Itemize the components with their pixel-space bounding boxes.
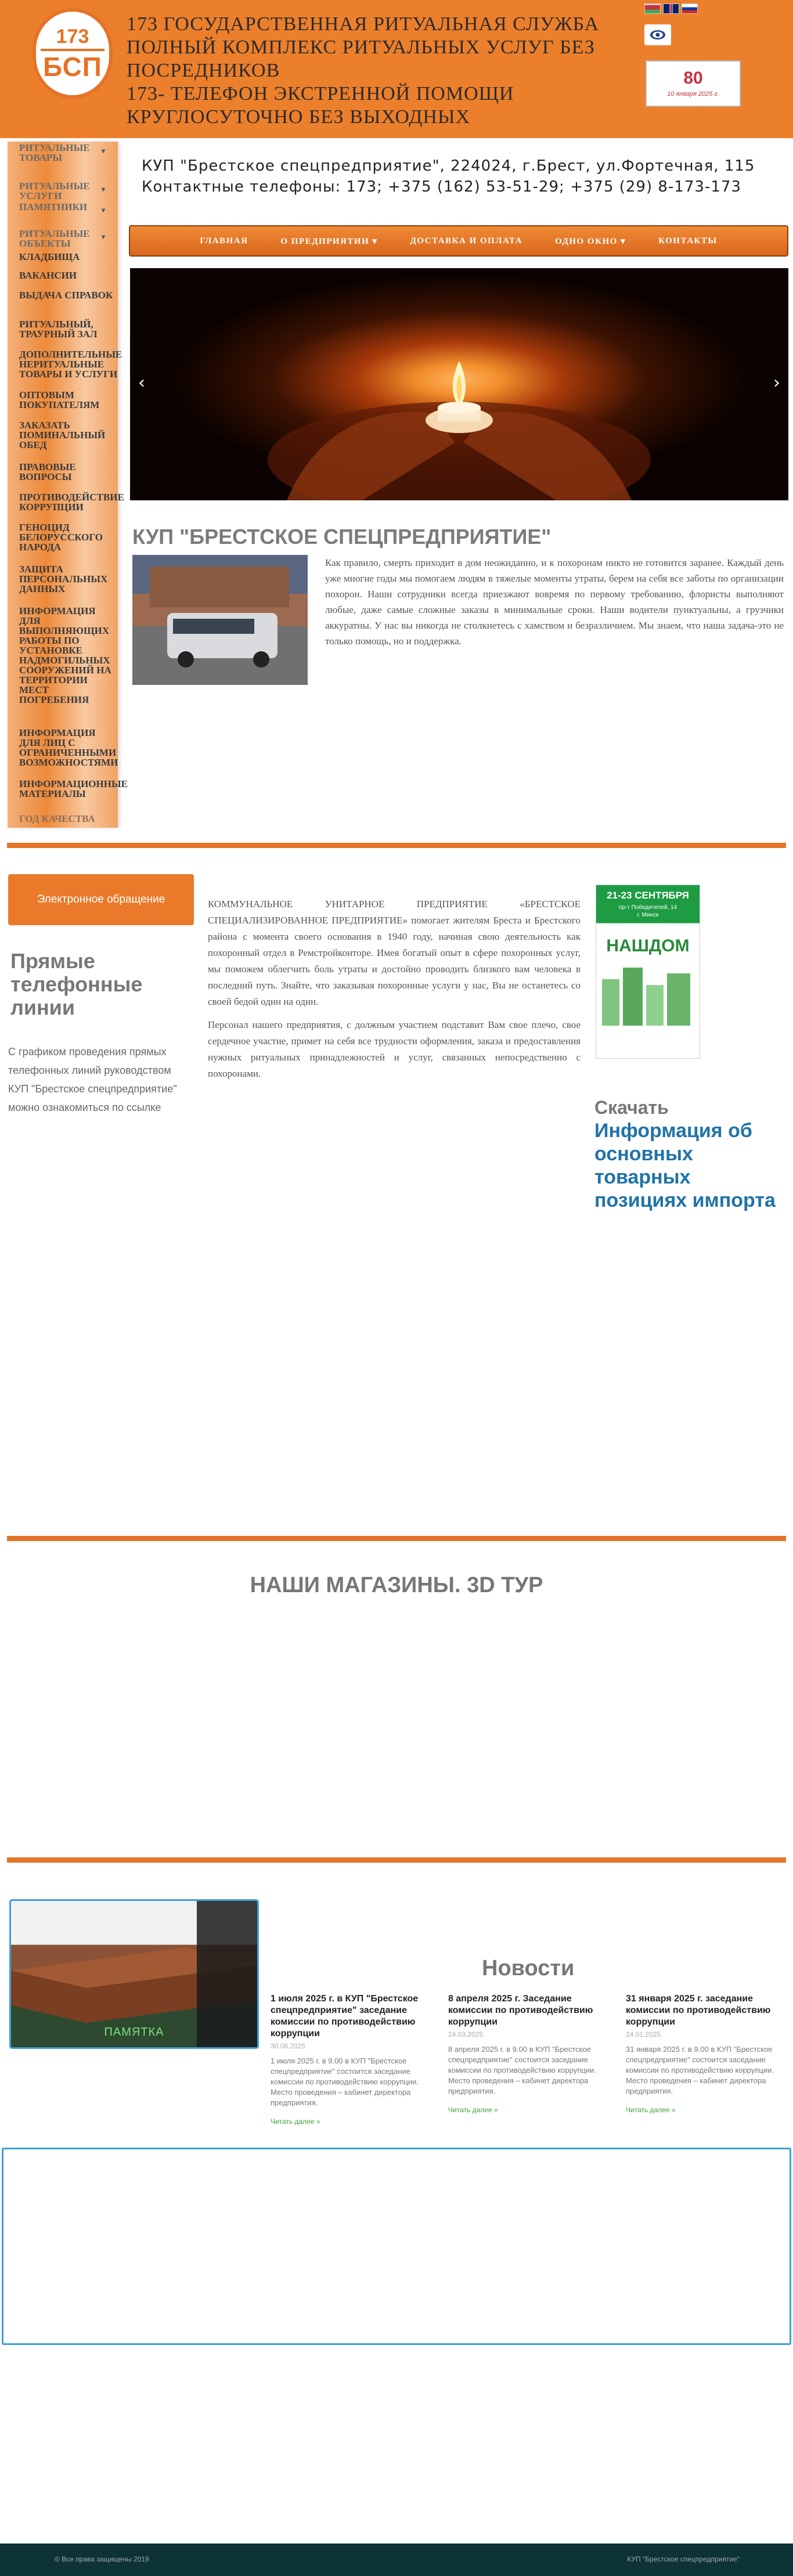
nashdom-address: пр-т Победителей, 14 г. Минск bbox=[618, 904, 677, 918]
sidebar-item-label: ВАКАНСИИ bbox=[19, 270, 77, 281]
sidebar-item-label: ИНФОРМАЦИОННЫЕ МАТЕРИАЛЫ bbox=[19, 778, 128, 799]
chevron-down-icon: ▾ bbox=[101, 185, 105, 193]
contact-phones: Контактные телефоны: 173; +375 (162) 53-51-29; +375 (29) 8-173-173 bbox=[142, 178, 741, 196]
sidebar-item-wholesale[interactable] bbox=[19, 390, 118, 410]
hero-slider bbox=[130, 268, 788, 500]
caret-down-icon: ▾ bbox=[372, 236, 378, 246]
sidebar-item-label: РИТУАЛЬНЫЙ, ТРАУРНЫЙ ЗАЛ bbox=[19, 319, 98, 340]
nav-one-window-label: ОДНО ОКНО bbox=[555, 236, 618, 246]
nav-contacts[interactable]: КОНТАКТЫ bbox=[658, 236, 718, 246]
hearse-image bbox=[132, 555, 308, 685]
sidebar-item-label: ОПТОВЫМ ПОКУПАТЕЛЯМ bbox=[19, 389, 100, 410]
sidebar-item-label: ГЕНОЦИД БЕЛОРУССКОГО НАРОДА bbox=[19, 522, 103, 553]
flag-by-icon[interactable] bbox=[644, 3, 661, 14]
sidebar-item-anti-corruption[interactable] bbox=[19, 492, 124, 513]
contact-address: КУП "Брестское спецпредприятие", 224024, г.Брест, ул.Фортечная, 115 bbox=[142, 157, 755, 175]
news-item-excerpt: 31 января 2025 г. в 9.00 в КУП "Брестское спецпредприятие" состоится заседание комиссии по противодействию коррупции. Место проведения – кабинет директора предприятия. bbox=[626, 2045, 774, 2095]
memo-banner[interactable] bbox=[9, 1899, 259, 2049]
eye-icon bbox=[650, 30, 666, 40]
sidebar-item-info-materials[interactable] bbox=[19, 778, 128, 799]
banner-number: 80 bbox=[683, 68, 703, 88]
company-description bbox=[208, 896, 581, 1089]
news-item-excerpt: 8 апреля 2025 г. в 9.00 в КУП "Брестское спецпредприятие" состоится заседание комиссии по противодействию коррупции. Место проведения – кабинет директора предприятия. bbox=[448, 2045, 596, 2095]
sidebar-item-gravestone-info[interactable] bbox=[19, 606, 118, 705]
language-switcher bbox=[644, 3, 698, 14]
nav-about-label: О ПРЕДПРИЯТИИ bbox=[280, 236, 370, 246]
news-item-title[interactable]: 31 января 2025 г. заседание комиссии по противодействию коррупции bbox=[626, 1994, 771, 2027]
sidebar-item-label: ВЫДАЧА СПРАВОК bbox=[19, 290, 113, 301]
sidebar-item-label: ПРОТИВОДЕЙСТВИЕ КОРРУПЦИИ bbox=[19, 492, 124, 513]
header-line-3: 173- ТЕЛЕФОН ЭКСТРЕННОЙ ПОМОЩИ КРУГЛОСУТОЧНО БЕЗ ВЫХОДНЫХ bbox=[127, 83, 514, 128]
logo-number: 173 bbox=[56, 26, 89, 48]
chevron-down-icon: ▾ bbox=[101, 206, 105, 214]
section-divider bbox=[7, 1857, 786, 1863]
footer-company: КУП "Брестское спецпредприятие" bbox=[627, 2555, 740, 2563]
description-paragraph: КОММУНАЛЬНОЕ УНИТАРНОЕ ПРЕДПРИЯТИЕ «БРЕСТСКОЕ СПЕЦИАЛИЗИРОВАННОЕ ПРЕДПРИЯТИЕ» помогает жителям Бреста и Брестского района с момента своего основания в 1940 году, начиная свою деятельность как похоронный отдел в Ремстройконторе. Имея богатый опыт в сфере похоронных услуг, мы поможем облегчить боль утраты и достойно проводить близкого вам человека в последний путь. Знайте, что заказывая похоронные услуги у нас, Вы не останетесь со своей бедой один на один. bbox=[208, 899, 581, 1007]
sidebar-item-label: ДОПОЛНИТЕЛЬНЫЕ НЕРИТУАЛЬНЫЕ ТОВАРЫ И УСЛУГИ bbox=[19, 349, 122, 380]
news-item bbox=[271, 1993, 439, 2126]
header-line-1: 173 ГОСУДАРСТВЕННАЯ РИТУАЛЬНАЯ СЛУЖБА bbox=[127, 13, 600, 35]
nashdom-date: 21-23 СЕНТЯБРЯ bbox=[607, 890, 689, 901]
buildings-icon bbox=[596, 956, 700, 1026]
sidebar-menu bbox=[8, 142, 128, 828]
sidebar-item-ritual-goods[interactable] bbox=[19, 143, 118, 163]
accessibility-button[interactable] bbox=[644, 24, 671, 45]
news-item bbox=[626, 1993, 786, 2114]
nav-home[interactable]: ГЛАВНАЯ bbox=[200, 236, 248, 246]
nav-about[interactable] bbox=[280, 236, 377, 247]
hotlines-title: Прямые телефонные линии bbox=[10, 949, 143, 1019]
news-item-date: 30.06.2025 bbox=[271, 2042, 306, 2050]
sidebar-item-certificates[interactable] bbox=[19, 290, 118, 300]
sidebar-item-label: ЗАЩИТА ПЕРСОНАЛЬНЫХ ДАННЫХ bbox=[19, 564, 108, 594]
read-more-link[interactable]: Читать далее » bbox=[448, 2106, 498, 2114]
news-item-title[interactable]: 1 июля 2025 г. в КУП "Брестское спецпредприятие" заседание комиссии по противодействию коррупции bbox=[271, 1994, 419, 2039]
logo-letters: БСП bbox=[43, 52, 102, 82]
sidebar-item-vacancies[interactable] bbox=[19, 270, 118, 280]
about-text: Как правило, смерть приходит в дом неожиданно, и к похоронам никто не готовится заранее. Каждый день уже многие годы мы помогаем людям в тяжелые моменты утраты, берем на себя все заботы по организации похорон. Наши сотрудники всегда приезжают вовремя по первому требованию, флористы выполняют любые, даже самые сложные заказы в минимальные сроки. Наши водители пунктуальны, а грузчики аккуратны. У нас вы никогда не столкнетесь с хамством и безразличием. Мы знаем, что наша задача-это не только помощь, но и поддержка. bbox=[325, 557, 784, 647]
news-item-date: 24.03.2025 bbox=[448, 2030, 484, 2039]
slider-next-button[interactable]: › bbox=[773, 373, 780, 393]
flag-ru-icon[interactable] bbox=[682, 3, 698, 14]
sidebar-item-cemeteries[interactable] bbox=[19, 252, 118, 262]
chevron-down-icon: ▾ bbox=[101, 147, 105, 155]
site-footer bbox=[0, 2543, 793, 2576]
sidebar-item-genocide[interactable] bbox=[19, 522, 118, 552]
logo[interactable] bbox=[33, 8, 113, 99]
site-header bbox=[0, 0, 793, 138]
sidebar-item-label: РИТУАЛЬНЫЕ ТОВАРЫ bbox=[19, 142, 90, 163]
sidebar-item-label: ПРАВОВЫЕ ВОПРОСЫ bbox=[19, 461, 76, 482]
news-item bbox=[448, 1993, 617, 2114]
sidebar-item-label: ПАМЯТНИКИ bbox=[19, 201, 88, 212]
news-item-title[interactable]: 8 апреля 2025 г. Заседание комиссии по противодействию коррупции bbox=[448, 1994, 593, 2027]
read-more-link[interactable]: Читать далее » bbox=[626, 2106, 676, 2114]
sidebar-item-accessibility-info[interactable] bbox=[19, 728, 118, 767]
logo-divider bbox=[41, 49, 104, 51]
nashdom-logo: НАШДОМ bbox=[606, 936, 690, 955]
sidebar-item-legal[interactable] bbox=[19, 462, 118, 482]
sidebar-item-label: РИТУАЛЬНЫЕ ОБЪЕКТЫ bbox=[19, 228, 90, 249]
sidebar-item-label: ИНФОРМАЦИЯ ДЛЯ ЛИЦ С ОГРАНИЧЕННЫМИ ВОЗМОЖНОСТЯМИ bbox=[19, 727, 118, 768]
sidebar-item-label: РИТУАЛЬНЫЕ УСЛУГИ bbox=[19, 181, 90, 201]
sidebar-item-label: ИНФОРМАЦИЯ ДЛЯ ВЫПОЛНЯЮЩИХ РАБОТЫ ПО УСТАНОВКЕ НАДМОГИЛЬНЫХ СООРУЖЕНИЙ НА ТЕРРИТОРИИ МЕСТ ПОГРЕБЕНИЯ bbox=[19, 605, 111, 705]
nashdom-banner[interactable] bbox=[596, 885, 700, 1059]
embedded-frame[interactable] bbox=[2, 2148, 791, 2345]
sidebar-item-monuments[interactable] bbox=[19, 202, 118, 212]
sidebar-item-quality-year[interactable] bbox=[19, 814, 118, 824]
flag-en-icon[interactable] bbox=[663, 3, 679, 14]
header-line-2: ПОЛНЫЙ КОМПЛЕКС РИТУАЛЬНЫХ УСЛУГ БЕЗ ПОСРЕДНИКОВ bbox=[127, 37, 595, 81]
anniversary-banner[interactable] bbox=[646, 60, 741, 107]
sidebar-item-personal-data[interactable] bbox=[19, 564, 118, 594]
memo-label: ПАМЯТКА bbox=[104, 2026, 164, 2039]
download-title: Скачать bbox=[594, 1097, 669, 1118]
nav-delivery[interactable]: ДОСТАВКА И ОПЛАТА bbox=[410, 236, 523, 246]
sidebar-item-label: ЗАКАЗАТЬ ПОМИНАЛЬНЫЙ ОБЕД bbox=[19, 420, 106, 450]
bus-photo bbox=[132, 555, 308, 685]
sidebar-item-label: КЛАДБИЩА bbox=[19, 251, 80, 262]
read-more-link[interactable]: Читать далее » bbox=[271, 2117, 320, 2126]
banner-caption: 10 января 2025 г. bbox=[667, 91, 719, 98]
sidebar-item-label: ГОД КАЧЕСТВА bbox=[19, 813, 95, 824]
main-nav bbox=[129, 225, 788, 257]
slider-prev-button[interactable]: ‹ bbox=[138, 373, 145, 393]
about-title: КУП "БРЕСТСКОЕ СПЕЦПРЕДПРИЯТИЕ" bbox=[132, 525, 552, 549]
sidebar-item-extra-goods[interactable] bbox=[19, 349, 122, 380]
news-item-date: 24.01.2025 bbox=[626, 2030, 661, 2039]
hotlines-text[interactable]: С графиком проведения прямых телефонных линий руководством КУП "Брестское спецпредприятие" можно ознакомиться по ссылке bbox=[8, 1046, 177, 1113]
description-paragraph: Персонал нашего предприятия, с должным участием подставит Вам свое плечо, свое сердечное участие, примет на себя все трудности оформления, заказа и предоставления нужных ритуальных принадлежностей и услуг, связанных непосредственно с похоронами. bbox=[208, 1019, 581, 1079]
contact-info bbox=[142, 156, 780, 197]
section-divider bbox=[7, 1536, 786, 1541]
copyright: © Все права защищены 2019 bbox=[55, 2555, 149, 2563]
sidebar-item-ritual-services[interactable] bbox=[19, 181, 118, 201]
header-slogan bbox=[127, 13, 608, 129]
sidebar-item-mourning-hall[interactable] bbox=[19, 319, 118, 339]
candle-hands-image bbox=[130, 268, 788, 500]
nav-one-window[interactable] bbox=[555, 236, 626, 247]
import-info-link[interactable]: Информация об основных товарных позициях импорта bbox=[594, 1120, 776, 1211]
electronic-appeal-button[interactable]: Электронное обращение bbox=[8, 874, 194, 925]
stores-tour-title: НАШИ МАГАЗИНЫ. 3D ТУР bbox=[250, 1573, 543, 1597]
news-item-excerpt: 1 июля 2025 г. в 9.00 в КУП "Брестское спецпредприятие" состоится заседание комиссии по противодействию коррупции. Место проведения – кабинет директора предприятия. bbox=[271, 2057, 419, 2107]
section-divider bbox=[7, 843, 786, 848]
sidebar-item-ritual-objects[interactable] bbox=[19, 229, 118, 248]
chevron-down-icon: ▾ bbox=[101, 233, 105, 241]
caret-down-icon: ▾ bbox=[621, 236, 626, 246]
news-title: Новости bbox=[482, 1956, 575, 1980]
sidebar-item-memorial-dinner[interactable] bbox=[19, 420, 118, 450]
